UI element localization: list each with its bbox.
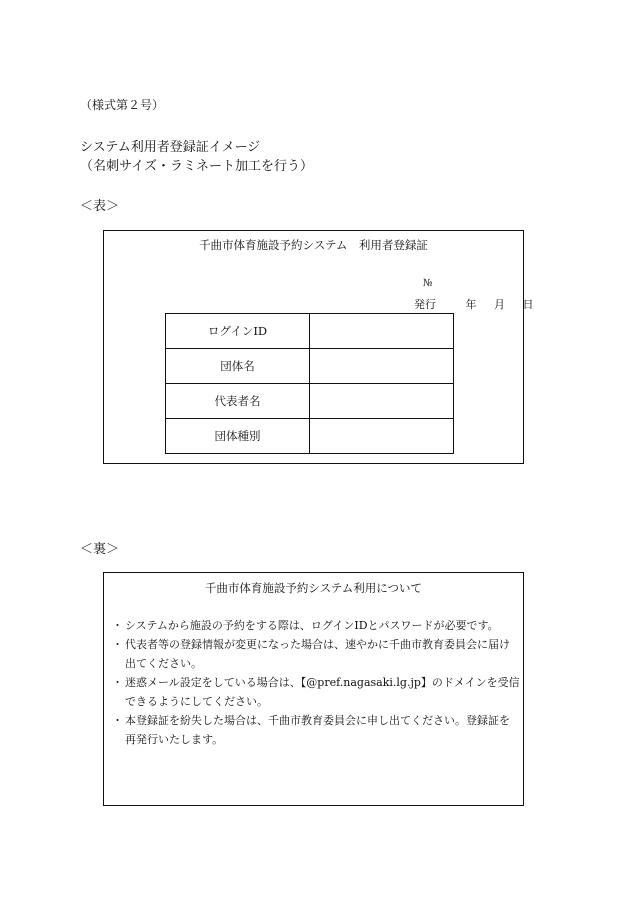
list-item <box>112 711 520 749</box>
table-row <box>166 314 454 349</box>
bullet-icon: ・ <box>112 676 123 689</box>
card-back <box>103 572 524 806</box>
note-text: システムから施設の予約をする際は、ログインIDとパスワードが必要です。 <box>125 619 499 632</box>
login-id-value <box>310 314 454 349</box>
issue-date-row <box>414 296 534 312</box>
registration-info-table <box>165 313 454 454</box>
note-text: 代表者等の登録情報が変更になった場合は、速やかに千曲市教育委員会に届け出てください。 <box>125 638 510 670</box>
bullet-icon: ・ <box>112 638 123 651</box>
document-heading: システム利用者登録証イメージ <box>80 140 261 155</box>
table-row <box>166 384 454 419</box>
group-type-label: 団体種別 <box>166 419 310 454</box>
group-name-value <box>310 349 454 384</box>
note-text: 本登録証を紛失した場合は、千曲市教育委員会に申し出てください。登録証を再発行いたします。 <box>125 714 510 746</box>
back-side-label: ＜裏＞ <box>80 542 120 557</box>
day-unit: 日 <box>522 298 534 311</box>
note-text: 迷惑メール設定をしている場合は、【@pref.nagasaki.lg.jp】のドメインを受信できるようにしてください。 <box>125 676 520 708</box>
group-name-label: 団体名 <box>166 349 310 384</box>
bullet-icon: ・ <box>112 714 123 727</box>
table-row <box>166 419 454 454</box>
list-item <box>112 616 520 635</box>
group-type-value <box>310 419 454 454</box>
bullet-icon: ・ <box>112 619 123 632</box>
list-item <box>112 673 520 711</box>
list-item <box>112 635 520 673</box>
card-back-title: 千曲市体育施設予約システム利用について <box>204 581 423 595</box>
issue-label: 発行 <box>414 298 436 311</box>
form-number: （様式第２号） <box>80 98 165 112</box>
month-unit: 月 <box>494 298 505 311</box>
usage-notes-list <box>112 616 520 749</box>
document-subheading: （名刺サイズ・ラミネート加工を行う） <box>80 159 313 174</box>
card-front <box>103 230 534 464</box>
representative-name-value <box>310 384 454 419</box>
card-front-title: 千曲市体育施設予約システム 利用者登録証 <box>199 238 428 252</box>
login-id-label: ログインID <box>166 314 310 349</box>
number-mark: № <box>423 278 433 289</box>
table-row <box>166 349 454 384</box>
year-unit: 年 <box>465 298 477 311</box>
representative-name-label: 代表者名 <box>166 384 310 419</box>
front-side-label: ＜表＞ <box>80 199 120 214</box>
